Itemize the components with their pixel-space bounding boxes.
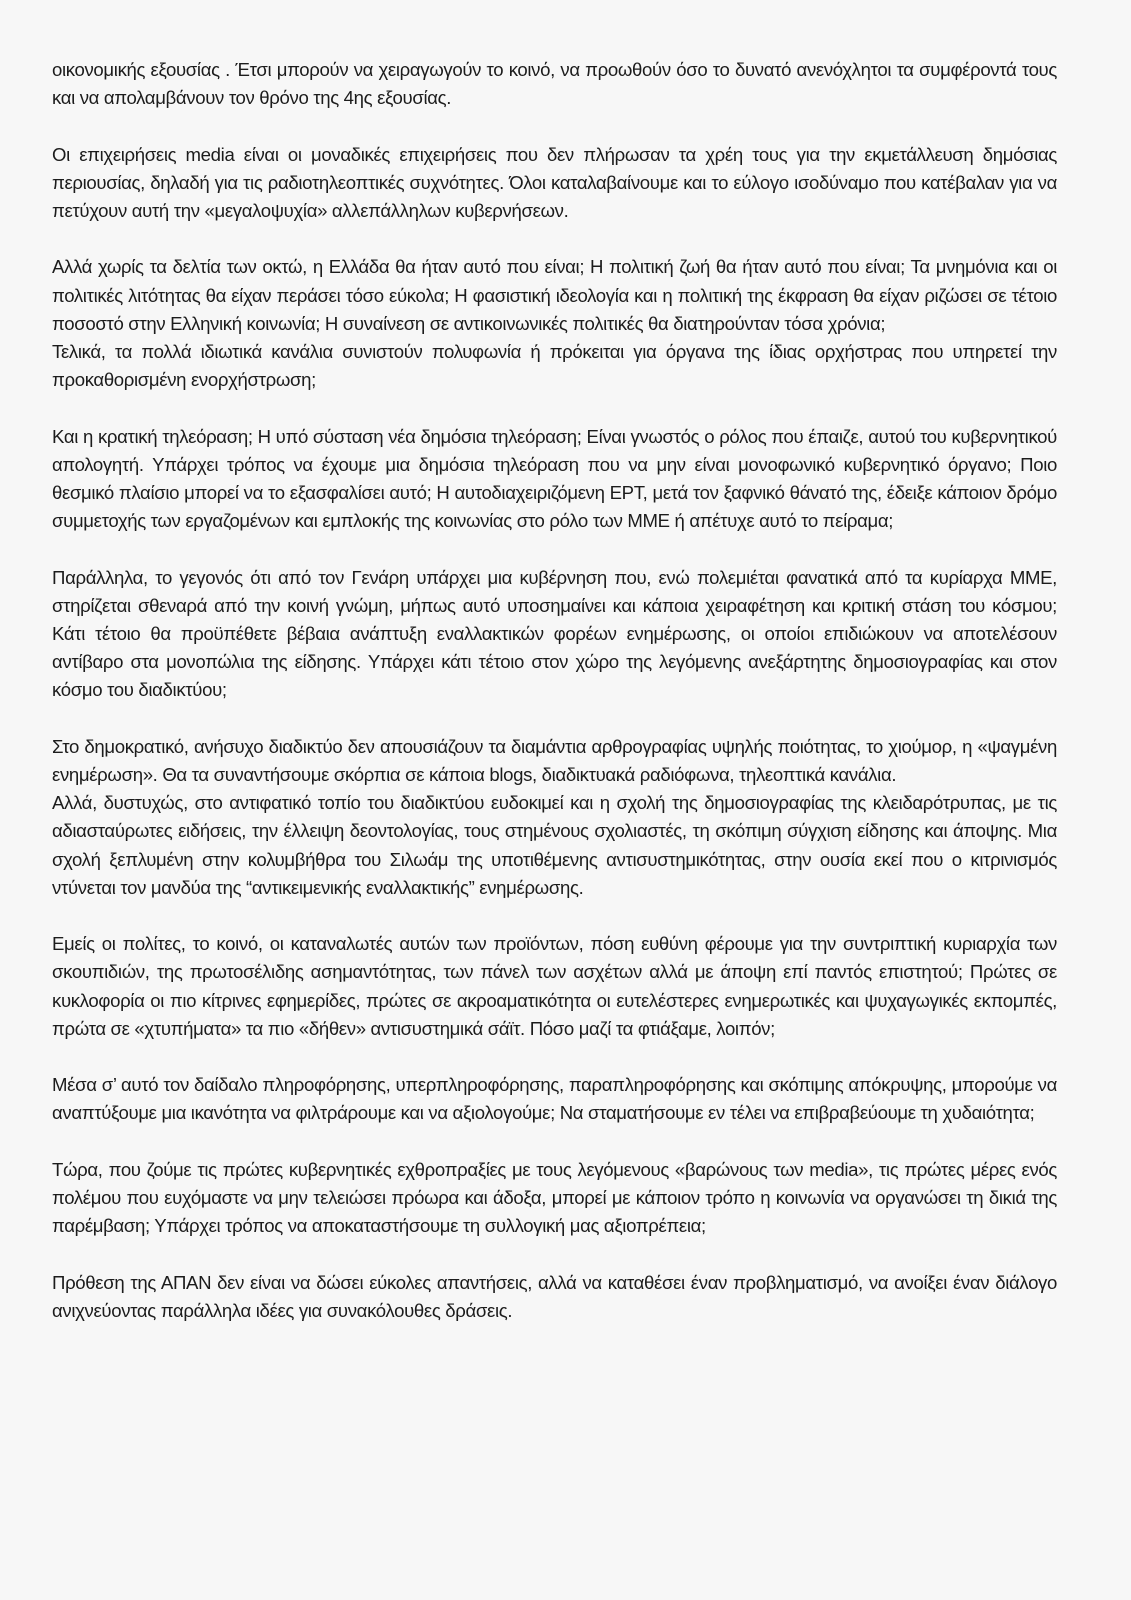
paragraph-media-debts: Οι επιχειρήσεις media είναι οι μοναδικές επιχειρήσεις που δεν πλήρωσαν τα χρέη τους για την εκμετάλλευση δημόσιας περιουσίας, δηλαδή για τις ραδιοτηλεοπτικές συχνότητες. Όλοι καταλαβαίνουμε και το εύλογο ισοδύναμο που κατέβαλαν για να πετύχουν αυτή την «μεγαλοψυχία» αλλεπάλληλων κυβερνήσεων. [52, 143, 1057, 221]
paragraph-information-maze: Μέσα σ’ αυτό τον δαίδαλο πληροφόρησης, υπερπληροφόρησης, παραπληροφόρησης και σκόπιμης απόκρυψης, μπορούμε να αναπτύξουμε μια ικανότητα να φιλτράρουμε και να αξιολογούμε; Να σταματήσουμε εν τέλει να επιβραβεύουμε τη χυδαιότητα; [52, 1074, 1057, 1124]
paragraph-democratic-internet: Στο δημοκρατικό, ανήσυχο διαδικτύο δεν απουσιάζουν τα διαμάντια αρθρογραφίας υψηλής ποιότητας, το χιούμορ, η «ψαγμένη ενημέρωση». Θα τα συναντήσουμε σκόρπια σε κάποια blogs, διαδικτυακά ραδιόφωνα, τηλεοπτικά κανάλια. [52, 735, 1057, 785]
paragraph-citizens-responsibility: Εμείς οι πολίτες, το κοινό, οι καταναλωτές αυτών των προϊόντων, πόση ευθύνη φέρουμε για την συντριπτική κυριαρχία των σκουπιδιών, της πρωτοσέλιδης ασημαντότητας, των πάνελ των ασχέτων αλλά με άποψη επί παντός επιστητού; Πρώτες σε κυκλοφορία οι πιο κίτρινες εφημερίδες, πρώτες σε ακροαματικότητα οι ευτελέστερες ενημερωτικές και ψυχαγωγικές εκπομπές, πρώτα σε «χτυπήματα» τα πιο «δήθεν» αντισυστημικά σάϊτ. Πόσο μαζί τα φτιάξαμε, λοιπόν; [52, 933, 1057, 1039]
paragraph-public-television: Και η κρατική τηλεόραση; Η υπό σύσταση νέα δημόσια τηλεόραση; Είναι γνωστός ο ρόλος που έπαιζε, αυτού του κυβερνητικού απολογητή. Υπάρχει τρόπος να έχουμε μια δημόσια τηλεόραση που να μην είναι μονοφωνικό κυβερνητικό όργανο; Ποιο θεσμικό πλαίσιο μπορεί να το εξασφαλίσει αυτό; Η αυτοδιαχειριζόμενη ΕΡΤ, μετά τον ξαφνικό θάνατό της, έδειξε κάποιον δρόμο συμμετοχής των εργαζομένων και εμπλοκής της κοινωνίας στο ρόλο των ΜΜΕ ή απέτυχε αυτό το πείραμα; [52, 425, 1057, 532]
paragraph-private-channels: Τελικά, τα πολλά ιδιωτικά κανάλια συνιστούν πολυφωνία ή πρόκειται για όργανα της ίδιας ορχήστρας που υπηρετεί την προκαθορισμένη ενορχήστρωση; [52, 341, 1057, 391]
paragraph-intro-continuation: οικονομικής εξουσίας . Έτσι μπορούν να χειραγωγούν το κοινό, να προωθούν όσο το δυνατό ανενόχλητοι τα συμφέροντά τους και να απολαμβάνουν τον θρόνο της 4ης εξουσίας. [52, 59, 1057, 109]
document-page [52, 56, 1057, 1353]
paragraph-media-barons: Τώρα, που ζούμε τις πρώτες κυβερνητικές εχθροπραξίες με τους λεγόμενους «βαρώνους των media», τις πρώτες μέρες ενός πολέμου που ευχόμαστε να μην τελειώσει πρόωρα και άδοξα, μπορεί με κάποιον τρόπο η κοινωνία να οργανώσει τη δικιά της παρέμβαση; Υπάρχει τρόπος να αποκαταστήσουμε τη συλλογική μας αξιοπρέπεια; [52, 1158, 1057, 1237]
paragraph-keyhole-journalism: Αλλά, δυστυχώς, στο αντιφατικό τοπίο του διαδικτύου ευδοκιμεί και η σχολή της δημοσιογραφίας της κλειδαρότρυπας, με τις αδιασταύρωτες ειδήσεις, την έλλειψη δεοντολογίας, τους στημένους σχολιαστές, τη σκόπιμη σύγχιση είδησης και άποψης. Μια σχολή ξεπλυμένη στην κολυμβήθρα του Σιλωάμ της υποτιθέμενης αντισυστημικότητας, στην ουσία εκεί που ο κιτρινισμός ντύνεται τον μανδύα της “αντικειμενικής εναλλακτικής” ενημέρωσης. [52, 792, 1057, 898]
paragraph-eight-oclock-news: Αλλά χωρίς τα δελτία των οκτώ, η Ελλάδα θα ήταν αυτό που είναι; Η πολιτική ζωή θα ήταν αυτό που είναι; Τα μνημόνια και οι πολιτικές λιτότητας θα είχαν περάσει τόσο εύκολα; Η φασιστική ιδεολογία και η πολιτική της έκφραση θα είχαν ριζώσει σε τέτοιο ποσοστό στην Ελληνική κοινωνία; Η συναίνεση σε αντικοινωνικές πολιτικές θα διατηρούνταν τόσα χρόνια; [52, 256, 1057, 334]
paragraph-government-support: Παράλληλα, το γεγονός ότι από τον Γενάρη υπάρχει μια κυβέρνηση που, ενώ πολεμιέται φανατικά από τα κυρίαρχα ΜΜΕ, στηρίζεται σθεναρά από την κοινή γνώμη, μήπως αυτό υποσημαίνει και κάποια χειραφέτηση και κριτική στάση του κόσμου; Κάτι τέτοιο θα προϋπέθετε βέβαια ανάπτυξη εναλλακτικών φορέων ενημέρωσης, οι οποίοι επιδιώκουν να αποτελέσουν αντίβαρο στα μονοπώλια της είδησης. Υπάρχει κάτι τέτοιο στον χώρο της λεγόμενης ανεξάρτητης δημοσιογραφίας και στον κόσμο του διαδικτύου; [52, 566, 1057, 701]
paragraph-apan-intent: Πρόθεση της ΑΠΑΝ δεν είναι να δώσει εύκολες απαντήσεις, αλλά να καταθέσει έναν προβληματισμό, να ανοίξει έναν διάλογο ανιχνεύοντας παράλληλα ιδέες για συνακόλουθες δράσεις. [52, 1271, 1057, 1321]
